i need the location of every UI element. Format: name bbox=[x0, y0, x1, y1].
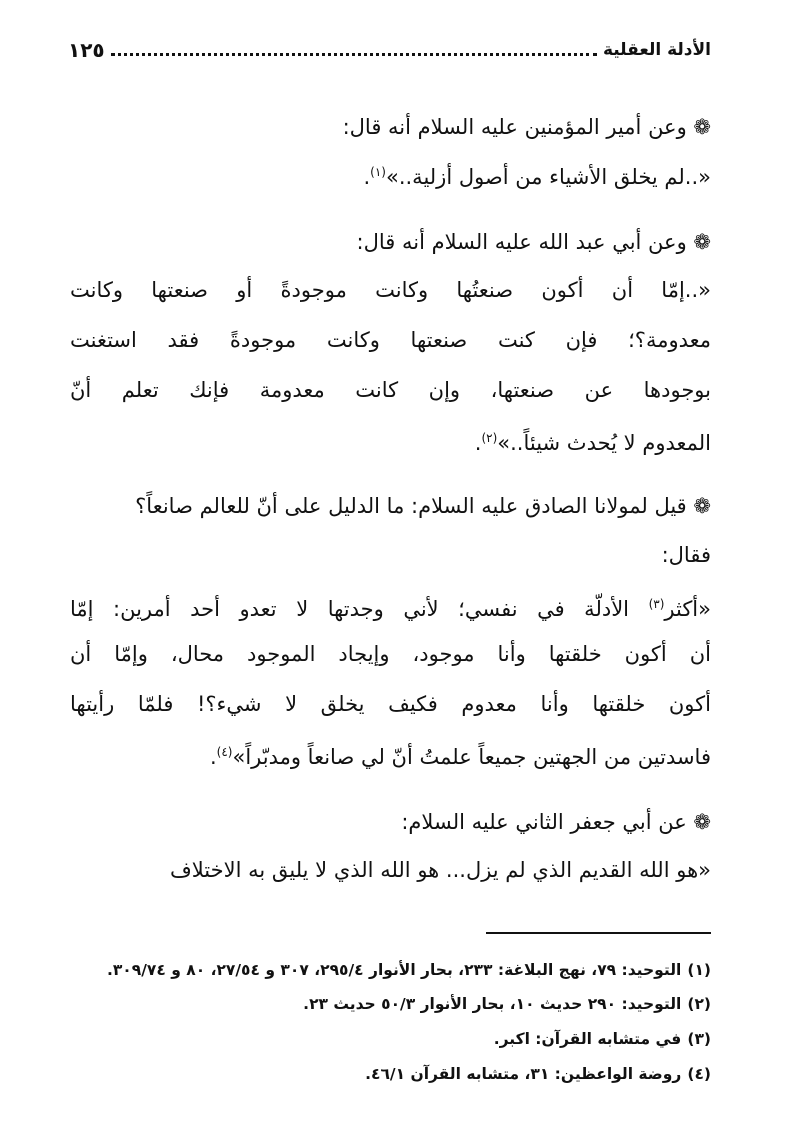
text-line: «..إمّا أن أكون صنعتُها وكانت موجودةً أو صنعتها وكانت bbox=[70, 278, 711, 302]
text-line: «أكثر$^{(٣)}$ الأدلّة في نفسي؛ لأني وجدتها لا تعدو أحد أمرين: إمّا bbox=[70, 597, 711, 621]
text-line: ❁ وعن أبي عبد الله عليه السلام أنه قال: bbox=[356, 230, 711, 254]
text-line: ❁ قيل لمولانا الصادق عليه السلام: ما الدليل على أنّ للعالم صانعاً؟ bbox=[135, 494, 711, 518]
footnote-mark: (١) bbox=[687, 961, 711, 979]
note-ref[interactable]: (٤) bbox=[216, 745, 233, 759]
footnote-mark: (٤) bbox=[687, 1065, 711, 1083]
text-line: «هو الله القديم الذي لم يزل... هو الله الذي لا يليق به الاختلاف bbox=[169, 858, 711, 882]
chapter-title: الأدلة العقلية bbox=[602, 40, 711, 60]
note-ref[interactable]: (٢) bbox=[481, 431, 498, 445]
page-number: ١٢٥ bbox=[68, 38, 105, 62]
footnote-separator bbox=[486, 932, 711, 934]
footnote-mark: (٣) bbox=[687, 1030, 711, 1048]
footnote-4 bbox=[66, 1059, 711, 1089]
note-ref[interactable]: (١) bbox=[370, 165, 386, 179]
running-header bbox=[68, 30, 711, 70]
text-line: فاسدتين من الجهتين جميعاً علمتُ أنّ لي صانعاً ومدبّراً»$^{(٤)}$. bbox=[209, 745, 711, 769]
text-line: ❁ وعن أمير المؤمنين عليه السلام أنه قال: bbox=[342, 115, 711, 139]
footnote-text: التوحيد: ٢٩٠ حديث ١٠، بحار الأنوار ٥٠/٣ حديث ٢٣. bbox=[303, 995, 682, 1013]
footnote-text: في متشابه القرآن: اكبر. bbox=[493, 1030, 682, 1048]
footnote-3 bbox=[66, 1024, 711, 1054]
footnote-1 bbox=[66, 955, 711, 985]
text-line: فقال: bbox=[661, 543, 711, 567]
text-line: ❁ عن أبي جعفر الثاني عليه السلام: bbox=[401, 810, 711, 834]
text-line: المعدوم لا يُحدث شيئاً..»$^{(٢)}$. bbox=[474, 431, 711, 455]
text-line: «..لم يخلق الأشياء من أصول أزلية..»$^{(١)}$. bbox=[363, 165, 711, 189]
header-dot-leader bbox=[111, 53, 597, 56]
footnote-text: روضة الواعظين: ٣١، متشابه القرآن ٤٦/١. bbox=[365, 1065, 682, 1083]
text-line: معدومة؟؛ فإن كنت صنعتها وكانت موجودةً فقد استغنت bbox=[70, 328, 711, 352]
text-line: بوجودها عن صنعتها، وإن كانت معدومة فإنك تعلم أنّ bbox=[70, 378, 711, 402]
footnote-2 bbox=[66, 989, 711, 1019]
text-line: أكون خلقتها وأنا معدوم فكيف يخلق لا شيء؟! فلمّا رأيتها bbox=[70, 692, 711, 716]
footnote-mark: (٢) bbox=[687, 995, 711, 1013]
footnote-text: التوحيد: ٧٩، نهج البلاغة: ٢٣٣، بحار الأنوار ٢٩٥/٤، ٣٠٧ و ٢٧/٥٤، ٨٠ و ٣٠٩/٧٤. bbox=[106, 961, 682, 979]
note-ref[interactable]: (٣) bbox=[648, 597, 665, 611]
text-line: أن أكون خلقتها وأنا موجود، وإيجاد الموجود محال، وإمّا أن bbox=[70, 642, 711, 666]
